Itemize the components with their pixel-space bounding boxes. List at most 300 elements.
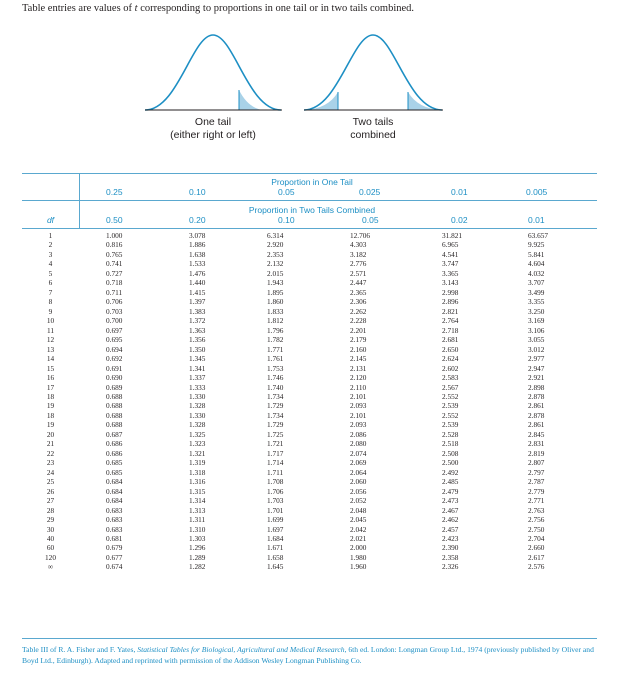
t-value-cell: 1.310 xyxy=(189,524,206,534)
t-value-cell: 3.707 xyxy=(528,278,545,288)
t-value-cell: 1.372 xyxy=(189,316,206,326)
distribution-figures xyxy=(0,30,618,150)
one-tail-curve xyxy=(145,35,281,110)
t-value-cell: 2.069 xyxy=(350,458,367,468)
t-value-cell: 1.734 xyxy=(267,391,284,401)
df-cell: 3 xyxy=(48,249,53,259)
two-tails-figure xyxy=(304,35,443,110)
t-value-cell: 2.048 xyxy=(350,505,367,515)
t-value-cell: 1.980 xyxy=(350,552,367,562)
t-value-cell: 0.681 xyxy=(106,534,123,543)
t-value-cell: 0.683 xyxy=(106,524,123,534)
t-value-cell: 1.440 xyxy=(189,278,206,288)
intro-t-symbol: t xyxy=(134,3,138,14)
one-tail-header-4: 0.01 xyxy=(451,187,468,197)
t-value-cell: 1.697 xyxy=(267,524,284,534)
two-tails-header-1: 0.20 xyxy=(189,215,206,225)
df-cell: 25 xyxy=(46,477,55,487)
table-row xyxy=(22,307,597,316)
t-value-cell: 1.330 xyxy=(189,410,206,420)
t-value-cell: 2.567 xyxy=(442,382,459,392)
t-value-cell: 0.706 xyxy=(106,297,123,307)
t-value-cell: 1.363 xyxy=(189,325,206,335)
t-value-cell: 1.943 xyxy=(267,278,284,288)
t-value-cell: 1.753 xyxy=(267,363,284,373)
df-cell: 40 xyxy=(46,534,55,543)
t-value-cell: 2.528 xyxy=(442,429,459,439)
t-value-cell: 2.467 xyxy=(442,505,459,515)
t-value-cell: 0.695 xyxy=(106,335,123,345)
df-header: df xyxy=(46,215,55,225)
t-value-cell: 2.390 xyxy=(442,543,459,553)
t-value-cell: 3.106 xyxy=(528,325,545,335)
t-value-cell: 1.328 xyxy=(189,401,206,411)
t-value-cell: 0.684 xyxy=(106,486,123,496)
t-value-cell: 2.160 xyxy=(350,344,367,354)
t-value-cell: 0.694 xyxy=(106,344,123,354)
t-value-cell: 2.977 xyxy=(528,354,545,364)
t-value-cell: 3.355 xyxy=(528,297,545,307)
t-value-cell: 3.499 xyxy=(528,287,545,297)
t-value-cell: 1.333 xyxy=(189,382,206,392)
t-value-cell: 31.821 xyxy=(442,231,463,240)
t-value-cell: 2.819 xyxy=(528,448,545,458)
t-value-cell: 2.861 xyxy=(528,401,545,411)
t-value-cell: 6.965 xyxy=(442,240,459,250)
t-value-cell: 3.747 xyxy=(442,259,459,269)
t-value-cell: 0.677 xyxy=(106,552,123,562)
t-value-cell: 0.765 xyxy=(106,249,123,259)
t-value-cell: 2.779 xyxy=(528,486,545,496)
t-value-cell: 2.576 xyxy=(528,562,545,572)
t-value-cell: 1.701 xyxy=(267,505,284,515)
t-value-cell: 1.356 xyxy=(189,335,206,345)
t-value-cell: 2.179 xyxy=(350,335,367,345)
two-tails-curve xyxy=(304,35,442,110)
t-value-cell: 2.861 xyxy=(528,420,545,430)
t-value-cell: 2.508 xyxy=(442,448,459,458)
t-value-cell: 1.415 xyxy=(189,287,206,297)
t-value-cell: 1.296 xyxy=(189,543,206,553)
t-value-cell: 2.617 xyxy=(528,552,545,562)
t-value-cell: 1.740 xyxy=(267,382,284,392)
table-row xyxy=(22,430,597,439)
t-value-cell: 2.552 xyxy=(442,410,459,420)
t-value-cell: 0.685 xyxy=(106,467,123,477)
table-row xyxy=(22,326,597,335)
t-value-cell: 1.771 xyxy=(267,344,284,354)
table-header-bottom-rule xyxy=(22,228,597,229)
t-value-cell: 2.920 xyxy=(267,240,284,250)
two-tails-right-shaded-region xyxy=(408,92,442,110)
table-row xyxy=(22,259,597,268)
t-value-cell: 2.756 xyxy=(528,515,545,525)
df-cell: 15 xyxy=(46,363,55,373)
t-value-cell: 3.055 xyxy=(528,335,545,345)
t-value-cell: 1.328 xyxy=(189,420,206,430)
two-tails-header-title: Proportion in Two Tails Combined xyxy=(248,205,376,215)
t-value-cell: 0.727 xyxy=(106,268,123,278)
source-before: Table III of R. A. Fisher and F. Yates, xyxy=(22,645,138,654)
t-value-cell: 0.679 xyxy=(106,543,123,553)
t-value-cell: 2.602 xyxy=(442,363,459,373)
t-value-cell: 1.476 xyxy=(189,268,206,278)
t-value-cell: 2.110 xyxy=(350,382,367,392)
table-row xyxy=(22,231,597,240)
table-row xyxy=(22,392,597,401)
t-value-cell: 1.812 xyxy=(267,316,284,326)
two-tails-caption-line1: Two tails xyxy=(352,116,394,128)
df-cell: 12 xyxy=(46,335,55,345)
t-value-cell: 1.345 xyxy=(189,354,206,364)
df-cell: 18 xyxy=(46,391,55,401)
t-value-cell: 0.684 xyxy=(106,496,123,506)
t-value-cell: 0.692 xyxy=(106,354,123,364)
t-value-cell: 2.060 xyxy=(350,477,367,487)
df-cell: 22 xyxy=(46,448,55,458)
df-cell: 6 xyxy=(48,278,53,288)
t-value-cell: 2.086 xyxy=(350,429,367,439)
df-cell: 11 xyxy=(46,325,55,335)
t-value-cell: 2.201 xyxy=(350,325,367,335)
two-tails-header-5: 0.01 xyxy=(528,215,545,225)
one-tail-header-5: 0.005 xyxy=(526,187,548,197)
one-tail-figure xyxy=(145,35,282,110)
table-row xyxy=(22,543,597,552)
t-value-cell: 2.787 xyxy=(528,477,545,487)
t-value-cell: 2.101 xyxy=(350,391,367,401)
t-value-cell: 1.341 xyxy=(189,363,206,373)
t-value-cell: 2.045 xyxy=(350,515,367,525)
two-tails-header-2: 0.10 xyxy=(278,215,295,225)
t-value-cell: 0.691 xyxy=(106,363,123,373)
t-value-cell: 2.764 xyxy=(442,316,459,326)
df-cell: 2 xyxy=(48,240,53,250)
t-value-cell: 2.462 xyxy=(442,515,459,525)
two-tails-header-0: 0.50 xyxy=(106,215,123,225)
one-tail-caption xyxy=(138,116,288,141)
t-value-cell: 12.706 xyxy=(350,231,371,240)
df-cell: 19 xyxy=(46,401,55,411)
t-value-cell: 1.833 xyxy=(267,306,284,316)
t-value-cell: 2.776 xyxy=(350,259,367,269)
t-value-cell: 2.998 xyxy=(442,287,459,297)
table-row xyxy=(22,373,597,382)
table-row xyxy=(22,335,597,344)
t-value-cell: 2.423 xyxy=(442,534,459,543)
t-value-cell: 1.314 xyxy=(189,496,206,506)
table-row xyxy=(22,496,597,505)
one-tail-header-3: 0.025 xyxy=(359,187,381,197)
t-value-cell: 1.706 xyxy=(267,486,284,496)
t-value-cell: 4.604 xyxy=(528,259,545,269)
table-row xyxy=(22,477,597,486)
t-value-cell: 2.132 xyxy=(267,259,284,269)
t-value-cell: 0.688 xyxy=(106,420,123,430)
t-value-cell: 63.657 xyxy=(528,231,549,240)
t-value-cell: 2.845 xyxy=(528,429,545,439)
t-value-cell: 2.539 xyxy=(442,420,459,430)
t-value-cell: 1.725 xyxy=(267,429,284,439)
t-value-cell: 1.383 xyxy=(189,306,206,316)
t-value-cell: 1.397 xyxy=(189,297,206,307)
t-value-cell: 2.479 xyxy=(442,486,459,496)
t-value-cell: 0.816 xyxy=(106,240,123,250)
two-tails-caption-line2: combined xyxy=(350,128,396,141)
t-value-cell: 1.703 xyxy=(267,496,284,506)
t-value-cell: 2.831 xyxy=(528,439,545,449)
table-row xyxy=(22,506,597,515)
t-value-cell: 3.143 xyxy=(442,278,459,288)
t-value-cell: 1.323 xyxy=(189,439,206,449)
df-cell: 14 xyxy=(46,354,55,364)
t-value-cell: 1.684 xyxy=(267,534,284,543)
t-value-cell: 3.012 xyxy=(528,344,545,354)
t-value-cell: 1.533 xyxy=(189,259,206,269)
t-value-cell: 2.093 xyxy=(350,401,367,411)
table-row xyxy=(22,240,597,249)
t-value-cell: 2.797 xyxy=(528,467,545,477)
table-bottom-rule xyxy=(22,638,597,639)
t-value-cell: 2.947 xyxy=(528,363,545,373)
t-value-cell: 3.078 xyxy=(189,231,206,240)
t-value-cell: 2.074 xyxy=(350,448,367,458)
t-value-cell: 1.303 xyxy=(189,534,206,543)
t-value-cell: 0.674 xyxy=(106,562,123,572)
table-row xyxy=(22,449,597,458)
t-value-cell: 1.319 xyxy=(189,458,206,468)
t-value-cell: 2.015 xyxy=(267,268,284,278)
df-cell: 1 xyxy=(48,231,53,240)
table-row xyxy=(22,411,597,420)
t-value-cell: 1.321 xyxy=(189,448,206,458)
t-value-cell: 2.898 xyxy=(528,382,545,392)
t-value-cell: 0.686 xyxy=(106,439,123,449)
t-value-cell: 1.746 xyxy=(267,373,284,383)
source-book-title: Statistical Tables for Biological, Agricultural and Medical Research, xyxy=(137,645,347,654)
table-row xyxy=(22,468,597,477)
t-value-cell: 2.358 xyxy=(442,552,459,562)
one-tail-header-1: 0.10 xyxy=(189,187,206,197)
t-value-cell: 2.492 xyxy=(442,467,459,477)
t-value-cell: 0.685 xyxy=(106,458,123,468)
table-row xyxy=(22,316,597,325)
table-row xyxy=(22,420,597,429)
df-cell: 30 xyxy=(46,524,55,534)
t-value-cell: 2.131 xyxy=(350,363,367,373)
one-tail-header-2: 0.05 xyxy=(278,187,295,197)
t-value-cell: 1.895 xyxy=(267,287,284,297)
t-value-cell: 1.658 xyxy=(267,552,284,562)
t-value-cell: 0.689 xyxy=(106,382,123,392)
table-header-divider xyxy=(79,173,80,229)
t-distribution-table xyxy=(22,173,597,639)
t-value-cell: 0.688 xyxy=(106,410,123,420)
table-row xyxy=(22,278,597,287)
t-value-cell: 1.645 xyxy=(267,562,284,572)
t-value-cell: 1.782 xyxy=(267,335,284,345)
table-row xyxy=(22,458,597,467)
t-value-cell: 2.718 xyxy=(442,325,459,335)
intro-after: corresponding to proportions in one tail or in two tails combined. xyxy=(137,3,415,14)
table-row xyxy=(22,553,597,562)
df-cell: 5 xyxy=(48,268,53,278)
t-value-cell: 1.000 xyxy=(106,231,123,240)
t-value-cell: 2.878 xyxy=(528,391,545,401)
t-value-cell: 1.711 xyxy=(267,467,284,477)
t-value-cell: 1.886 xyxy=(189,240,206,250)
t-value-cell: 0.684 xyxy=(106,477,123,487)
t-value-cell: 0.741 xyxy=(106,259,123,269)
t-value-cell: 2.365 xyxy=(350,287,367,297)
intro-before: Table entries are values of xyxy=(22,3,135,14)
one-tail-caption-line1: One tail xyxy=(194,116,232,128)
t-value-cell: 1.761 xyxy=(267,354,284,364)
df-cell: 120 xyxy=(45,552,56,562)
table-row xyxy=(22,354,597,363)
t-value-cell: 1.313 xyxy=(189,505,206,515)
t-value-cell: 0.690 xyxy=(106,373,123,383)
t-value-cell: 1.289 xyxy=(189,552,206,562)
t-value-cell: 9.925 xyxy=(528,240,545,250)
t-value-cell: 0.718 xyxy=(106,278,123,288)
t-value-cell: 2.262 xyxy=(350,306,367,316)
table-row xyxy=(22,297,597,306)
t-value-cell: 1.699 xyxy=(267,515,284,525)
t-value-cell: 1.318 xyxy=(189,467,206,477)
one-tail-header-title: Proportion in One Tail xyxy=(271,177,353,187)
t-value-cell: 2.650 xyxy=(442,344,459,354)
t-value-cell: 0.688 xyxy=(106,401,123,411)
t-value-cell: 3.365 xyxy=(442,268,459,278)
t-value-cell: 1.330 xyxy=(189,391,206,401)
t-value-cell: 2.228 xyxy=(350,316,367,326)
table-row xyxy=(22,250,597,259)
t-value-cell: 5.841 xyxy=(528,249,545,259)
two-tails-header-3: 0.05 xyxy=(362,215,379,225)
t-value-cell: 4.032 xyxy=(528,268,545,278)
table-row xyxy=(22,515,597,524)
t-value-cell: 2.064 xyxy=(350,467,367,477)
t-value-cell: 2.681 xyxy=(442,335,459,345)
t-value-cell: 2.750 xyxy=(528,524,545,534)
table-row xyxy=(22,401,597,410)
t-value-cell: 1.350 xyxy=(189,344,206,354)
t-value-cell: 2.447 xyxy=(350,278,367,288)
source-after: 6th ed. London: Longman Group Ltd., 1974 (previously published by Oliver and Boyd Ltd., Edinburgh). Adapted and reprinted with permission of the Addison Wesley Longman Publishing Co. xyxy=(22,645,594,665)
df-cell: 17 xyxy=(46,382,55,392)
t-value-cell: 2.042 xyxy=(350,524,367,534)
t-value-cell: 3.250 xyxy=(528,306,545,316)
t-value-cell: 2.306 xyxy=(350,297,367,307)
table-row xyxy=(22,487,597,496)
t-value-cell: 1.638 xyxy=(189,249,206,259)
t-value-cell: 2.326 xyxy=(442,562,459,572)
t-value-cell: 0.688 xyxy=(106,391,123,401)
t-value-cell: 0.687 xyxy=(106,429,123,439)
t-value-cell: 2.878 xyxy=(528,410,545,420)
df-cell: 10 xyxy=(46,316,55,326)
t-value-cell: 2.821 xyxy=(442,306,459,316)
t-value-cell: 2.457 xyxy=(442,524,459,534)
t-value-cell: 1.721 xyxy=(267,439,284,449)
table-row xyxy=(22,364,597,373)
t-value-cell: 2.080 xyxy=(350,439,367,449)
t-value-cell: 2.539 xyxy=(442,401,459,411)
df-cell: 26 xyxy=(46,486,55,496)
t-value-cell: 1.714 xyxy=(267,458,284,468)
df-cell: 16 xyxy=(46,373,55,383)
t-value-cell: 2.120 xyxy=(350,373,367,383)
table-row xyxy=(22,383,597,392)
df-cell: 21 xyxy=(46,439,55,449)
table-body xyxy=(22,231,597,572)
df-cell: 27 xyxy=(46,496,55,506)
t-value-cell: 2.571 xyxy=(350,268,367,278)
df-cell: 29 xyxy=(46,515,55,525)
df-cell: 4 xyxy=(48,259,53,269)
df-cell: 28 xyxy=(46,505,55,515)
t-value-cell: 2.056 xyxy=(350,486,367,496)
t-value-cell: 0.686 xyxy=(106,448,123,458)
t-value-cell: 1.325 xyxy=(189,429,206,439)
t-value-cell: 2.353 xyxy=(267,249,284,259)
table-top-rule xyxy=(22,173,597,174)
one-tail-shaded-region xyxy=(239,90,263,110)
t-value-cell: 2.518 xyxy=(442,439,459,449)
t-value-cell: 1.734 xyxy=(267,410,284,420)
t-value-cell: 1.337 xyxy=(189,373,206,383)
t-value-cell: 0.697 xyxy=(106,325,123,335)
table-mid-header-rule xyxy=(22,200,597,201)
df-cell: 24 xyxy=(46,467,55,477)
df-cell: 13 xyxy=(46,344,55,354)
one-tail-header-0: 0.25 xyxy=(106,187,123,197)
t-value-cell: 0.703 xyxy=(106,306,123,316)
t-value-cell: 2.921 xyxy=(528,373,545,383)
t-value-cell: 3.169 xyxy=(528,316,545,326)
t-value-cell: 1.311 xyxy=(189,515,206,525)
t-value-cell: 2.101 xyxy=(350,410,367,420)
t-value-cell: 1.796 xyxy=(267,325,284,335)
df-cell: 20 xyxy=(46,429,55,439)
t-value-cell: 2.704 xyxy=(528,534,545,543)
t-value-cell: 1.960 xyxy=(350,562,367,572)
df-cell: 8 xyxy=(48,297,53,307)
two-tails-caption xyxy=(313,116,433,141)
two-tails-left-shaded-region xyxy=(304,92,338,110)
t-value-cell: 4.303 xyxy=(350,240,367,250)
t-value-cell: 2.093 xyxy=(350,420,367,430)
t-value-cell: 2.552 xyxy=(442,391,459,401)
t-value-cell: 2.000 xyxy=(350,543,367,553)
table-row xyxy=(22,345,597,354)
t-value-cell: 2.583 xyxy=(442,373,459,383)
table-row xyxy=(22,525,597,534)
t-value-cell: 6.314 xyxy=(267,231,284,240)
df-cell: 60 xyxy=(46,543,55,553)
one-tail-caption-line2: (either right or left) xyxy=(170,128,256,141)
t-value-cell: 2.485 xyxy=(442,477,459,487)
t-value-cell: 1.315 xyxy=(189,486,206,496)
table-row xyxy=(22,288,597,297)
table-row xyxy=(22,534,597,543)
intro-text xyxy=(22,3,414,14)
df-cell: 18 xyxy=(46,410,55,420)
table-row xyxy=(22,562,597,571)
t-value-cell: 0.683 xyxy=(106,505,123,515)
t-value-cell: 1.282 xyxy=(189,562,206,572)
